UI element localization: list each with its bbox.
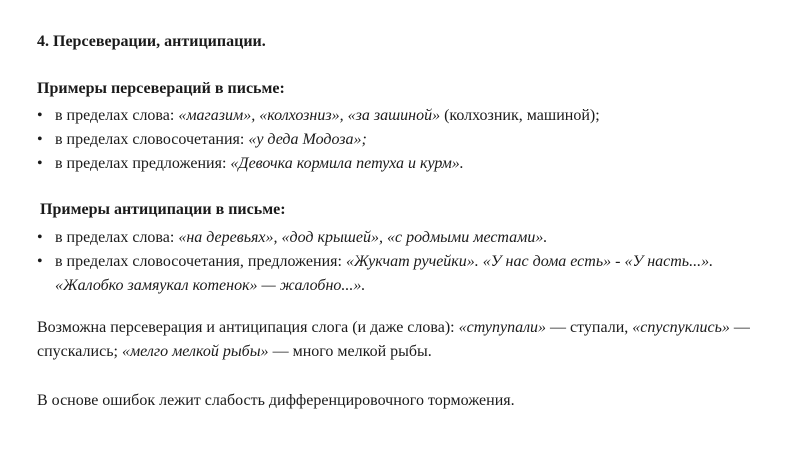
- item-example: «на деревьях», «дод крышей», «с родмыми местами».: [178, 229, 548, 246]
- perseveration-list: [37, 104, 777, 176]
- note-text: — много мелкой рыбы.: [268, 343, 432, 360]
- item-suffix: (колхозник, машиной);: [440, 107, 600, 124]
- conclusion: В основе ошибок лежит слабость дифференцировочного торможения.: [37, 392, 515, 409]
- list-item: [37, 128, 777, 152]
- anticipation-list: [37, 226, 777, 298]
- item-example: «у деда Модоза»;: [248, 131, 367, 148]
- item-prefix: в пределах предложения:: [55, 155, 231, 172]
- item-example: «магазим», «колхозниз», «за зашиной»: [178, 107, 441, 124]
- note-text: — спускались;: [37, 319, 750, 360]
- item-example: «Девочка кормила петуха и курм».: [230, 155, 464, 172]
- item-example: «Жукчат ручейки». «У нас дома есть» - «У насть...». «Жалобко замяукал котенок» — жалобно...».: [55, 253, 714, 294]
- note-text: Возможна персеверация и антиципация слога (и даже слова):: [37, 319, 459, 336]
- anticipation-heading: Примеры антиципации в письме:: [40, 201, 286, 218]
- perseveration-heading: Примеры персевераций в письме:: [37, 80, 285, 97]
- syllable-note: [37, 316, 777, 364]
- note-example: «ступупали»: [458, 319, 547, 336]
- item-prefix: в пределах словосочетания, предложения:: [55, 253, 346, 270]
- item-prefix: в пределах слова:: [55, 229, 179, 246]
- item-prefix: в пределах словосочетания:: [55, 131, 249, 148]
- list-item: [37, 152, 777, 176]
- note-example: «спуспуклись»: [632, 319, 730, 336]
- list-item: [37, 104, 777, 128]
- list-item: [37, 226, 777, 250]
- list-item: [37, 250, 777, 298]
- note-example: «мелго мелкой рыбы»: [121, 343, 269, 360]
- item-prefix: в пределах слова:: [55, 107, 179, 124]
- note-text: — ступали,: [546, 319, 633, 336]
- slide-title: 4. Персеверации, антиципации.: [37, 33, 266, 50]
